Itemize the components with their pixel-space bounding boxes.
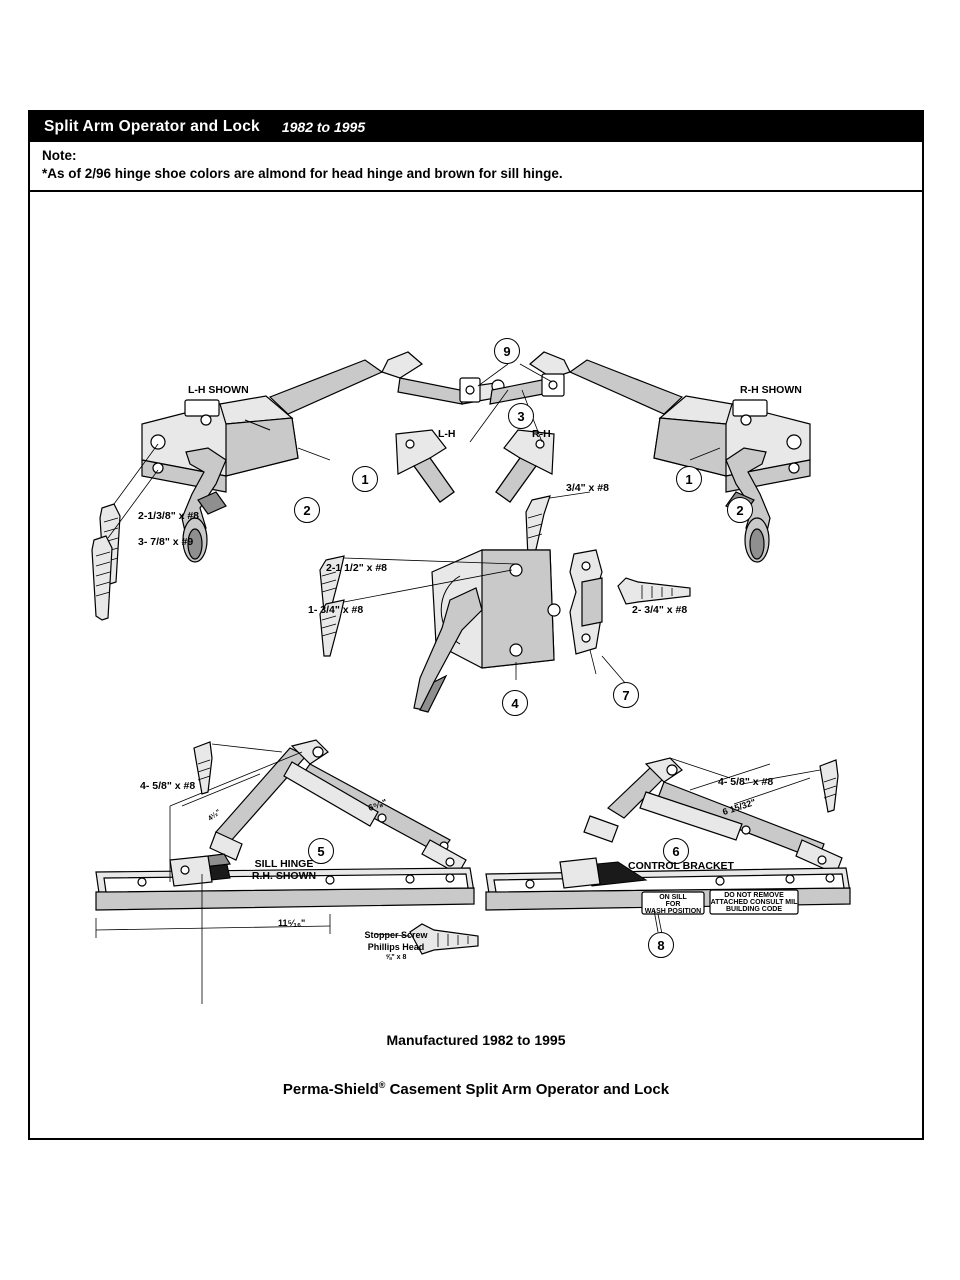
callout-3: 3 (508, 403, 534, 429)
decal-position-line3: WASH POSITION (644, 908, 702, 916)
dimension-11-5-16: 11⁵⁄₁₆" (278, 918, 306, 929)
label-screw-4-5-8-left: 4- 5/8" x #8 (140, 780, 196, 793)
label-sill-hinge-sub: R.H. SHOWN (251, 870, 317, 883)
label-screw-3-7-8: 3- 7/8" x #9 (138, 536, 194, 549)
footer-manufactured: Manufactured 1982 to 1995 (386, 1032, 566, 1049)
callout-9: 9 (494, 338, 520, 364)
page-title: Split Arm Operator and Lock (44, 118, 260, 135)
registered-trademark-icon: ® (378, 1080, 386, 1091)
decal-warning-line2: ATTACHED CONSULT MIL (710, 899, 798, 907)
label-screw-4-5-8-right: 4- 5/8" x #8 (718, 776, 774, 789)
label-stopper-screw-line1: Stopper Screw (364, 930, 428, 941)
label-screw-2-1-1-2: 2-1 1/2" x #8 (326, 562, 388, 575)
label-screw-2-3-4: 2- 3/4" x #8 (632, 604, 688, 617)
label-lh-shown: L-H SHOWN (188, 384, 249, 397)
callout-2-left: 2 (294, 497, 320, 523)
label-rh: R-H (532, 428, 551, 441)
label-control-bracket: CONTROL BRACKET (628, 860, 734, 873)
label-screw-2-1-3-8: 2-1/3/8" x #8 (138, 510, 200, 523)
callout-2-right: 2 (727, 497, 753, 523)
callout-1-left: 1 (352, 466, 378, 492)
note-label: Note: (42, 148, 77, 163)
page-title-bar (30, 112, 922, 142)
label-sill-hinge: SILL HINGE (254, 858, 314, 871)
callout-4: 4 (502, 690, 528, 716)
dimension-4-1-2: 4¹⁄₂" (206, 809, 223, 824)
label-stopper-screw-line3: ⅝" x 8 (385, 954, 407, 962)
note-text: *As of 2/96 hinge shoe colors are almond for head hinge and brown for sill hinge. (42, 165, 563, 181)
label-rh-shown: R-H SHOWN (740, 384, 802, 397)
label-screw-3-4-x8: 3/4" x #8 (566, 482, 609, 495)
footer-product-desc: Casement Split Arm Operator and Lock (385, 1081, 670, 1099)
decal-warning-line1: DO NOT REMOVE (724, 892, 784, 900)
diagram-artwork (30, 192, 922, 1072)
note-box (30, 142, 922, 192)
callout-1-right: 1 (676, 466, 702, 492)
dimension-6-15-32: 6 15/32" (721, 797, 757, 818)
footer-brand: Perma-Shield (282, 1081, 379, 1099)
footer-product-name (30, 1080, 922, 1098)
label-screw-1-3-4: 1- 3/4" x #8 (308, 604, 364, 617)
callout-8: 8 (648, 932, 674, 958)
decal-position-line1: ON SILL (659, 894, 687, 902)
dimension-6-5-8: 6⁵⁄₈" (366, 797, 389, 814)
callout-7: 7 (613, 682, 639, 708)
callout-5: 5 (308, 838, 334, 864)
exploded-parts-diagram (30, 192, 922, 1099)
label-stopper-screw-line2: Phillips Head (367, 942, 425, 953)
decal-position-line2: FOR (665, 901, 681, 909)
decal-warning-line3: BUILDING CODE (726, 906, 782, 914)
diagram-page (28, 110, 924, 1140)
page-title-daterange: 1982 to 1995 (281, 119, 366, 135)
label-lh: L-H (438, 428, 456, 441)
callout-6: 6 (663, 838, 689, 864)
